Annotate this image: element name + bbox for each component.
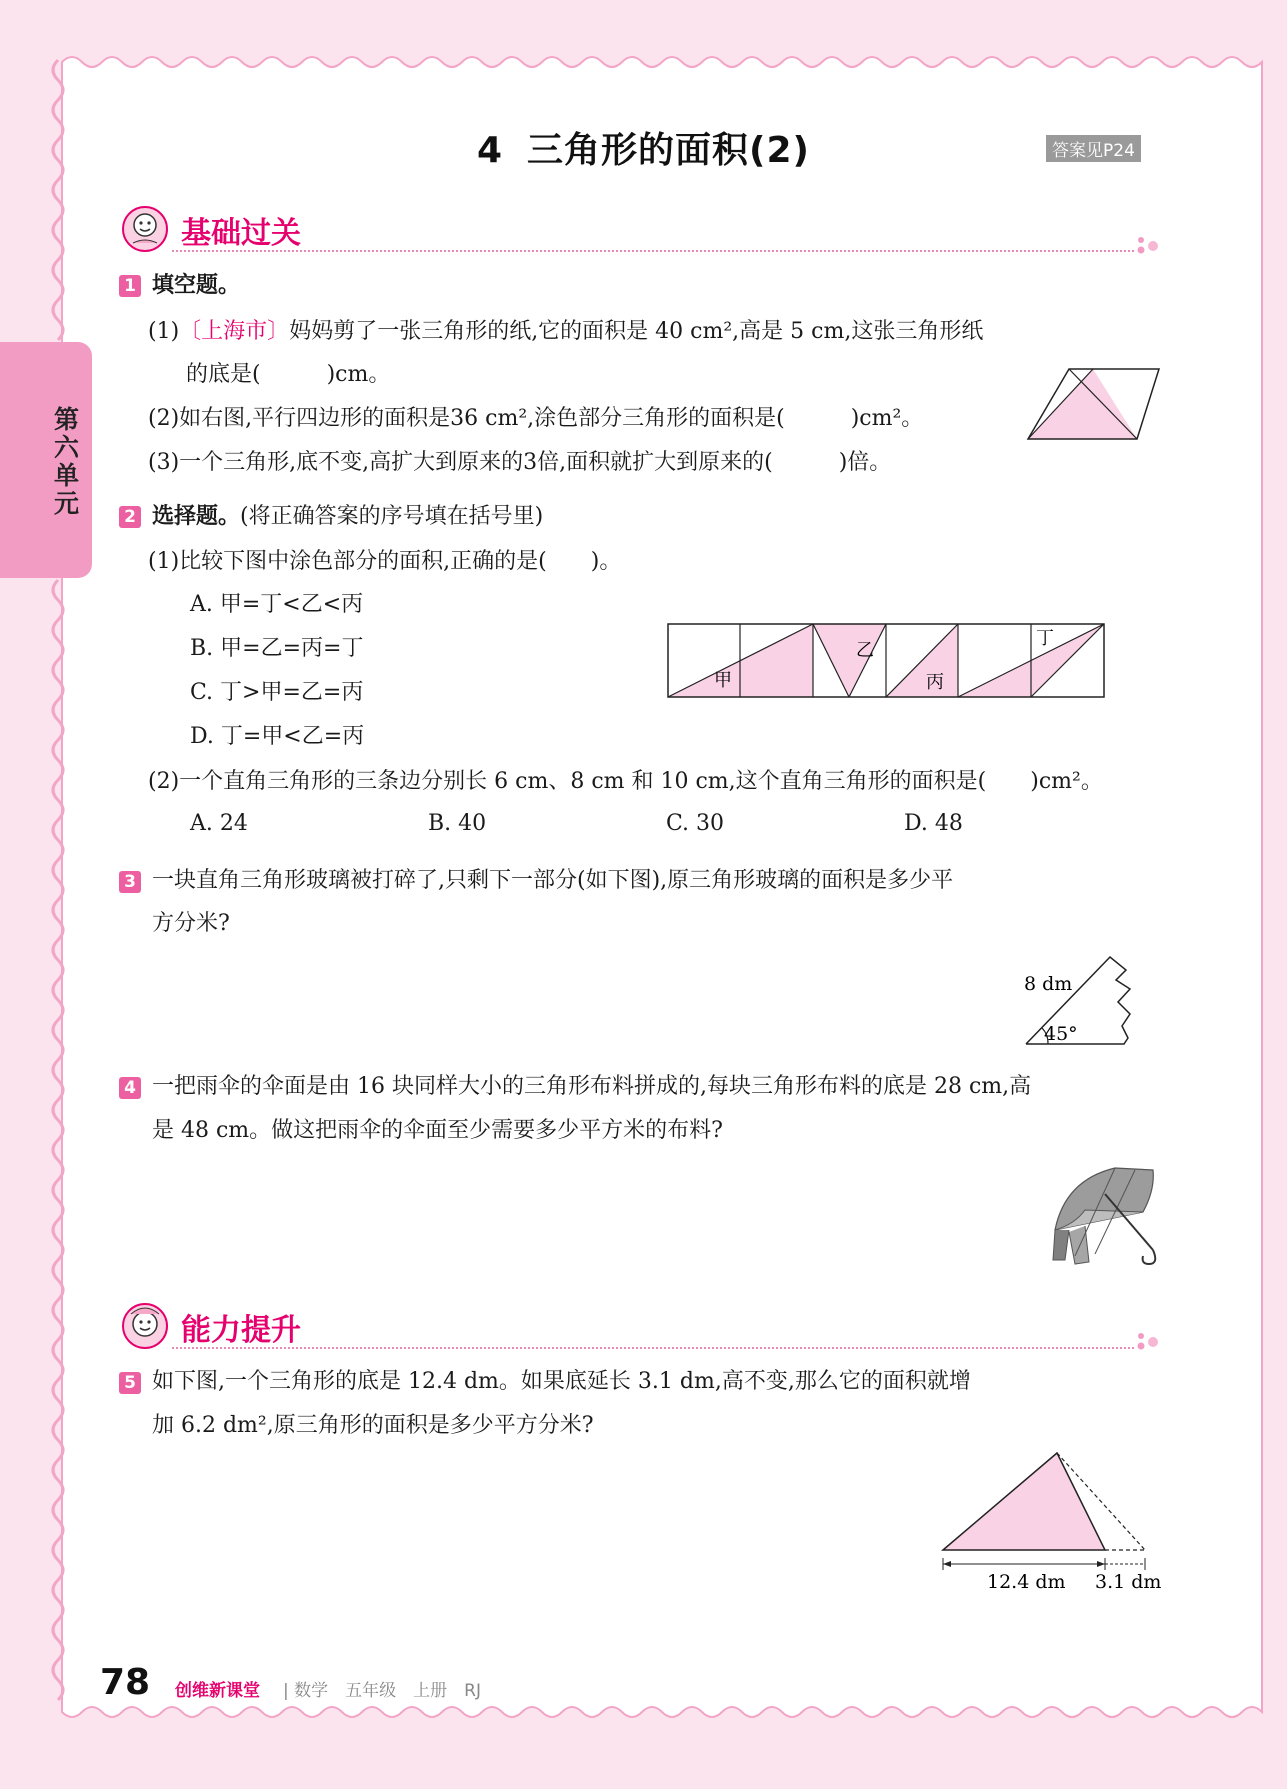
q1-part1-line1 (148, 317, 983, 347)
q2-option-b: B. 甲=乙=丙=丁 (190, 636, 364, 661)
label-bing: 丙 (926, 672, 944, 693)
q2-note: (将正确答案的序号填在括号里) (240, 504, 544, 529)
q4-line2: 是 48 cm。做这把雨伞的伞面至少需要多少平方米的布料? (152, 1118, 723, 1143)
label-jia: 甲 (714, 670, 732, 691)
shaded-triangles-figure (666, 622, 1106, 700)
q1-part3: (3)一个三角形,底不变,高扩大到原来的3倍,面积就扩大到原来的( )倍。 (148, 450, 892, 475)
q2-option-a: A. 甲=丁<乙<丙 (190, 592, 364, 617)
q2-part2: (2)一个直角三角形的三条边分别长 6 cm、8 cm 和 10 cm,这个直角三角形的面积是( )cm²。 (148, 769, 1103, 794)
section-divider-2 (172, 1347, 1134, 1349)
question-number-2: 2 (119, 506, 141, 528)
base-label: 12.4 dm (987, 1571, 1066, 1593)
q1-part2: (2)如右图,平行四边形的面积是36 cm²,涂色部分三角形的面积是( )cm²。 (148, 406, 924, 431)
umbrella-icon (1045, 1160, 1165, 1270)
section-advanced-heading: 能力提升 (181, 1313, 301, 1348)
lesson-number: 4 (476, 130, 504, 171)
q5-line1: 如下图,一个三角形的底是 12.4 dm。如果底延长 3.1 dm,高不变,那么它的面积就增 (152, 1369, 971, 1394)
q5-line2: 加 6.2 dm²,原三角形的面积是多少平方分米? (152, 1413, 594, 1438)
mascot-icon (117, 203, 173, 253)
answer-reference: 答案见P24 (1046, 135, 1141, 162)
q2-title: 选择题。 (152, 504, 241, 529)
unit-tab-label: 第六单元 (54, 405, 80, 518)
mascot-icon-2 (117, 1300, 173, 1350)
unit-tab (0, 342, 92, 578)
q1-part1-text: 妈妈剪了一张三角形的纸,它的面积是 40 cm²,高是 5 cm,这张三角形纸 (289, 319, 984, 344)
question-number-5: 5 (119, 1372, 141, 1394)
extended-triangle-figure (935, 1446, 1165, 1594)
q1-part1-line2: 的底是( )cm。 (186, 362, 391, 387)
q2-heading (152, 502, 543, 532)
q2-option-d: D. 丁=甲<乙=丙 (190, 724, 365, 749)
q2-part2-option-c: C. 30 (666, 811, 725, 836)
question-number-4: 4 (119, 1077, 141, 1099)
book-info: | 数学 五年级 上册 RJ (283, 1681, 481, 1701)
fig-angle-label: 45° (1044, 1023, 1078, 1045)
question-number-3: 3 (119, 871, 141, 893)
brand-name: 创维新课堂 (175, 1681, 260, 1701)
q3-line2: 方分米? (152, 911, 230, 936)
q2-part2-option-a: A. 24 (190, 811, 248, 836)
section-basic-heading: 基础过关 (181, 216, 301, 251)
label-yi: 乙 (856, 640, 874, 661)
parallelogram-figure (1025, 366, 1165, 442)
section-divider (172, 250, 1134, 252)
fig-side-label: 8 dm (1024, 973, 1073, 995)
lesson-title: 三角形的面积(2) (527, 130, 811, 171)
region-tag: 〔上海市〕 (179, 319, 290, 344)
page-number: 78 (100, 1662, 151, 1703)
q3-line1: 一块直角三角形玻璃被打碎了,只剩下一部分(如下图),原三角形玻璃的面积是多少平 (152, 868, 954, 893)
q1-part1-prefix: (1) (148, 319, 180, 344)
q2-part2-option-d: D. 48 (904, 811, 963, 836)
extension-label: 3.1 dm (1095, 1571, 1162, 1593)
dots-decoration-icon (1133, 236, 1163, 256)
q2-option-c: C. 丁>甲=乙=丙 (190, 680, 364, 705)
q2-part2-option-b: B. 40 (428, 811, 487, 836)
question-number-1: 1 (119, 275, 141, 297)
q4-line1: 一把雨伞的伞面是由 16 块同样大小的三角形布料拼成的,每块三角形布料的底是 28 cm,高 (152, 1074, 1032, 1099)
dots-decoration-icon-2 (1133, 1332, 1163, 1352)
q1-title: 填空题。 (152, 273, 241, 298)
q2-part1: (1)比较下图中涂色部分的面积,正确的是( )。 (148, 549, 622, 574)
broken-glass-figure (1018, 952, 1168, 1048)
label-ding: 丁 (1036, 628, 1054, 649)
